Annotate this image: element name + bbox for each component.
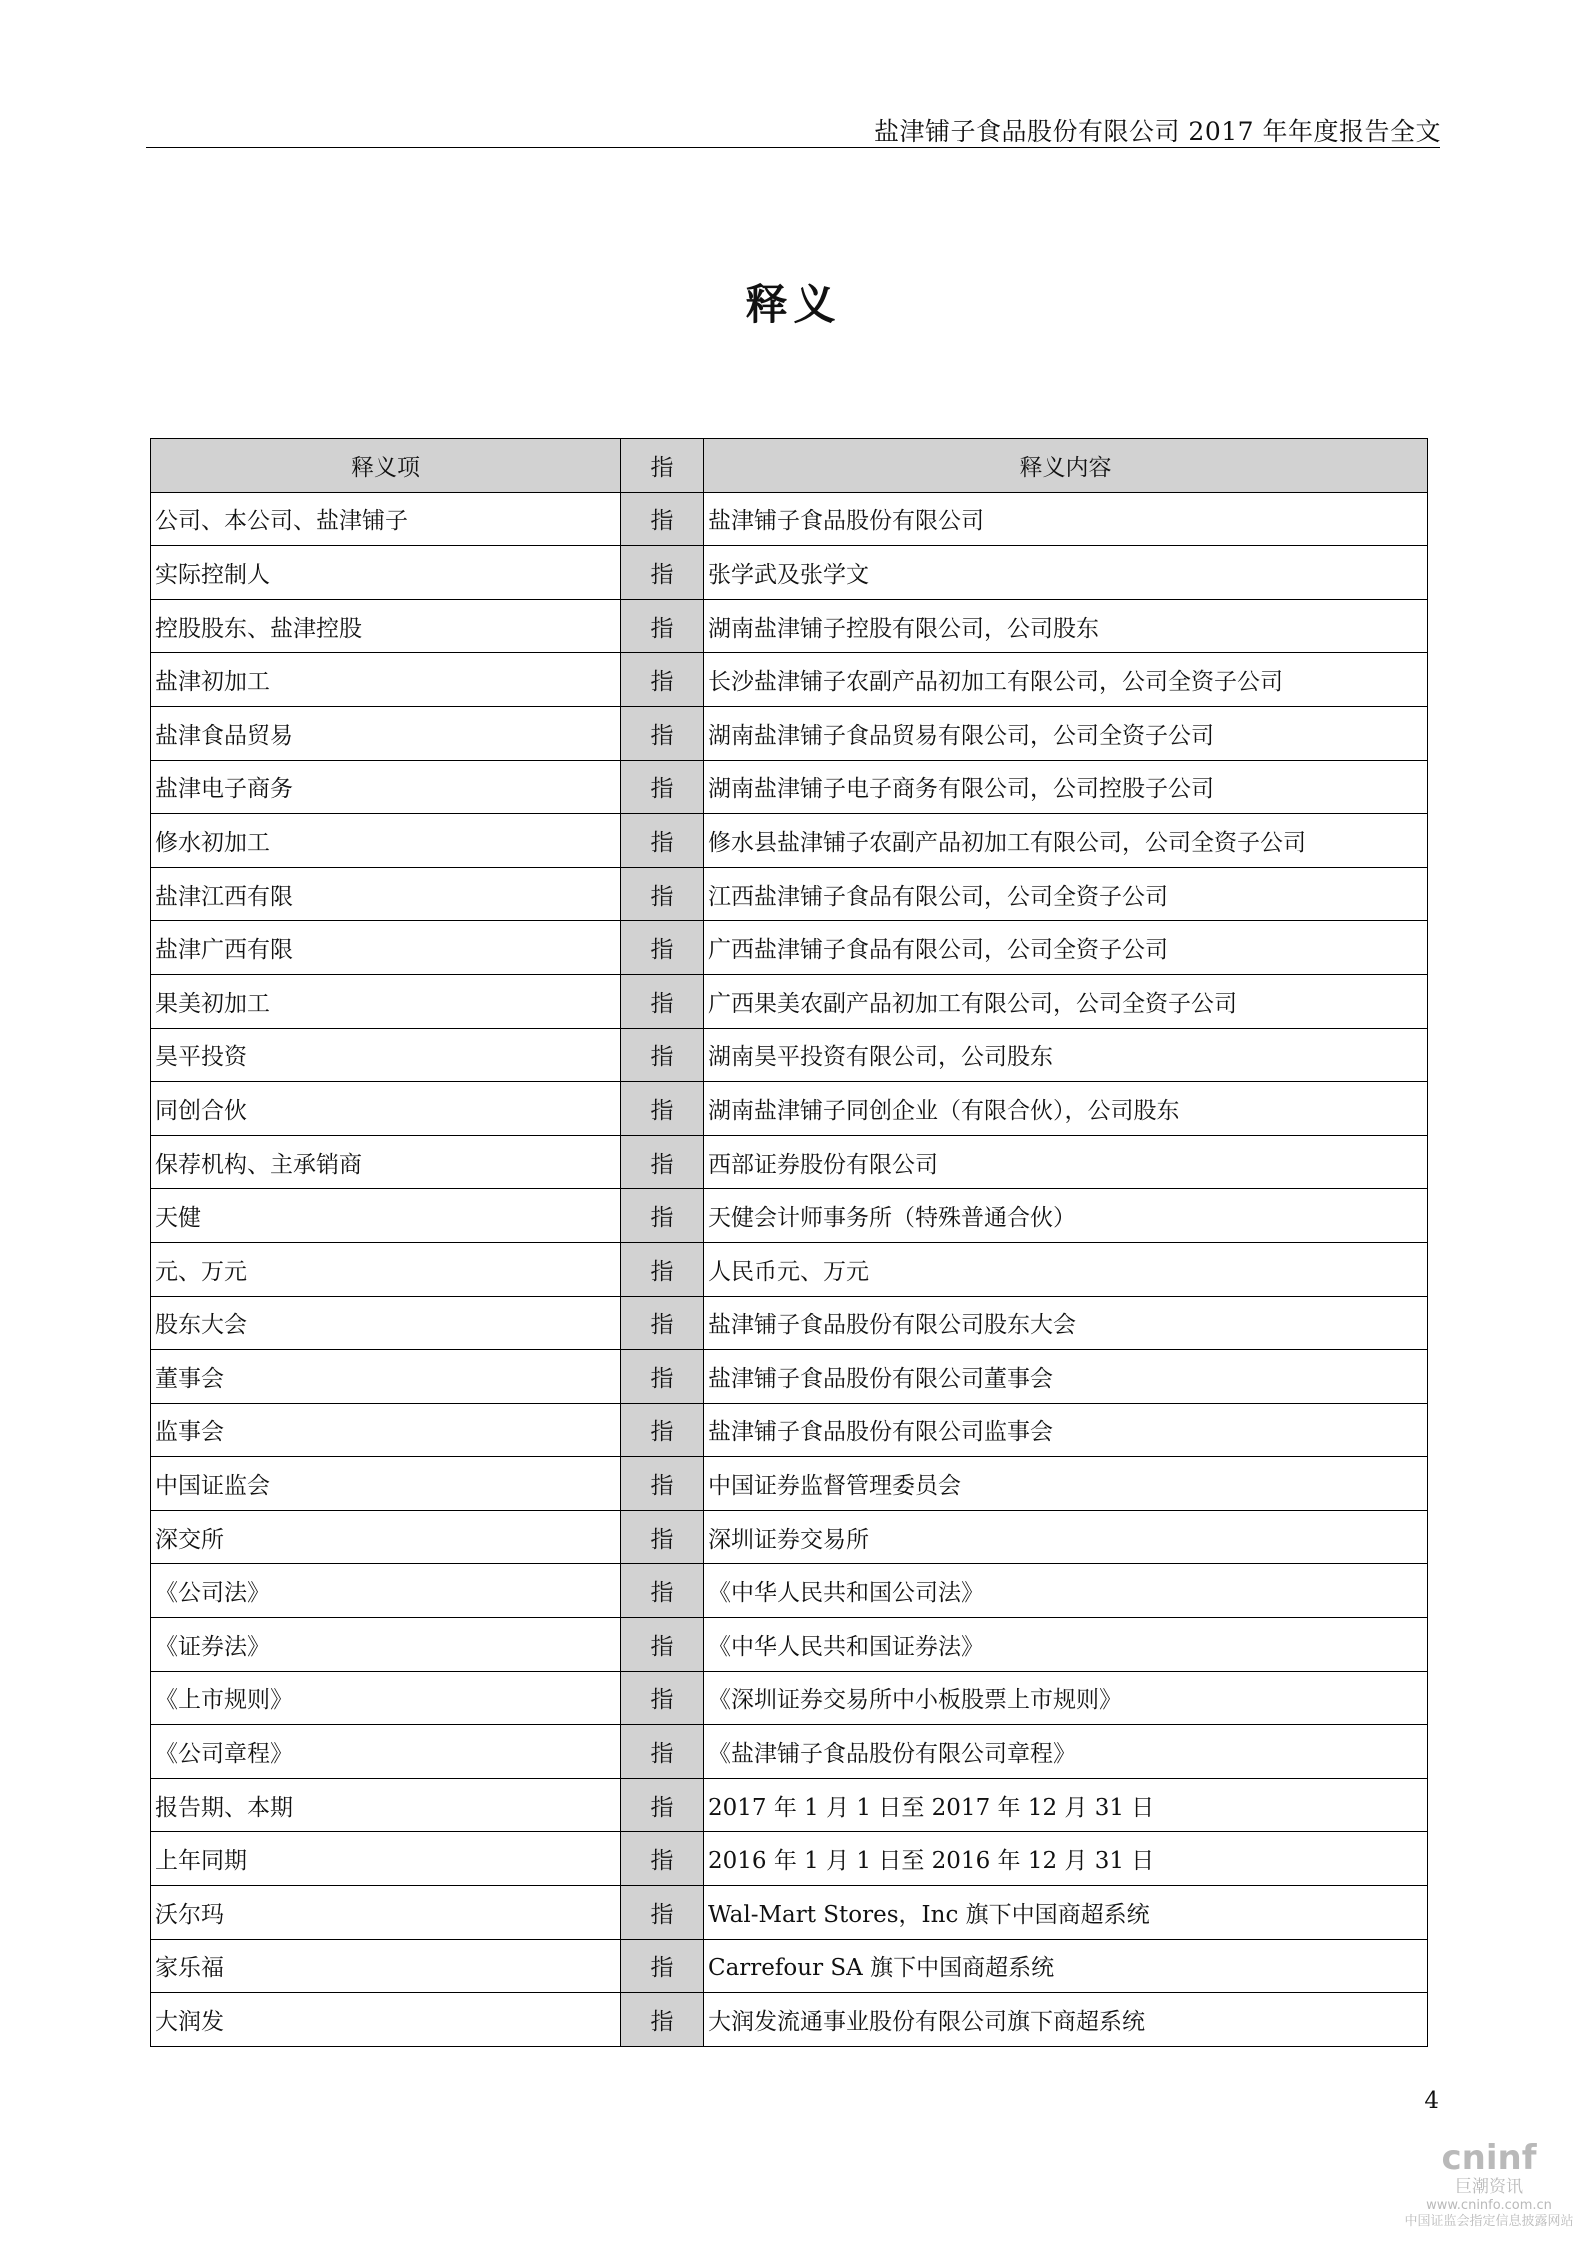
glossary-term-cell: 上年同期 <box>151 1832 621 1886</box>
glossary-term-cell: 同创合伙 <box>151 1082 621 1136</box>
glossary-ref-cell: 指 <box>621 492 704 546</box>
glossary-ref-cell: 指 <box>621 653 704 707</box>
glossary-definition-cell: 中国证券监督管理委员会 <box>704 1457 1428 1511</box>
glossary-definition-cell: 湖南盐津铺子食品贸易有限公司，公司全资子公司 <box>704 706 1428 760</box>
glossary-term-cell: 盐津食品贸易 <box>151 706 621 760</box>
table-row <box>151 1510 1428 1564</box>
glossary-definition-cell: 长沙盐津铺子农副产品初加工有限公司，公司全资子公司 <box>704 653 1428 707</box>
glossary-definition-cell: 修水县盐津铺子农副产品初加工有限公司，公司全资子公司 <box>704 814 1428 868</box>
glossary-term-cell: 《上市规则》 <box>151 1671 621 1725</box>
table-row <box>151 1296 1428 1350</box>
glossary-ref-cell: 指 <box>621 1886 704 1940</box>
glossary-term-cell: 天健 <box>151 1189 621 1243</box>
glossary-ref-cell: 指 <box>621 760 704 814</box>
table-row <box>151 1618 1428 1672</box>
glossary-definition-cell: 《中华人民共和国公司法》 <box>704 1564 1428 1618</box>
glossary-definition-cell: 湖南盐津铺子同创企业（有限合伙），公司股东 <box>704 1082 1428 1136</box>
table-row <box>151 1457 1428 1511</box>
glossary-term-cell: 果美初加工 <box>151 974 621 1028</box>
glossary-ref-cell: 指 <box>621 974 704 1028</box>
column-header-ref: 指 <box>621 439 704 493</box>
glossary-table <box>150 438 1428 2047</box>
glossary-term-cell: 《证券法》 <box>151 1618 621 1672</box>
table-row <box>151 1725 1428 1779</box>
glossary-definition-cell: 盐津铺子食品股份有限公司股东大会 <box>704 1296 1428 1350</box>
glossary-ref-cell: 指 <box>621 706 704 760</box>
glossary-ref-cell: 指 <box>621 1939 704 1993</box>
glossary-body <box>151 492 1428 2046</box>
glossary-definition-cell: Wal-Mart Stores，Inc 旗下中国商超系统 <box>704 1886 1428 1940</box>
table-row <box>151 546 1428 600</box>
glossary-term-cell: 昊平投资 <box>151 1028 621 1082</box>
glossary-term-cell: 控股股东、盐津控股 <box>151 599 621 653</box>
cninfo-logo: cninf <box>1441 2138 1537 2178</box>
glossary-term-cell: 修水初加工 <box>151 814 621 868</box>
table-row <box>151 1564 1428 1618</box>
glossary-ref-cell: 指 <box>621 867 704 921</box>
glossary-term-cell: 盐津电子商务 <box>151 760 621 814</box>
glossary-ref-cell: 指 <box>621 921 704 975</box>
glossary-term-cell: 元、万元 <box>151 1242 621 1296</box>
glossary-term-cell: 中国证监会 <box>151 1457 621 1511</box>
table-row <box>151 653 1428 707</box>
page-number: 4 <box>1424 2088 1439 2114</box>
glossary-ref-cell: 指 <box>621 1242 704 1296</box>
glossary-definition-cell: 《中华人民共和国证券法》 <box>704 1618 1428 1672</box>
glossary-definition-cell: 天健会计师事务所（特殊普通合伙） <box>704 1189 1428 1243</box>
glossary-definition-cell: 《盐津铺子食品股份有限公司章程》 <box>704 1725 1428 1779</box>
table-row <box>151 706 1428 760</box>
glossary-ref-cell: 指 <box>621 1189 704 1243</box>
glossary-ref-cell: 指 <box>621 1403 704 1457</box>
table-row <box>151 1886 1428 1940</box>
glossary-term-cell: 《公司法》 <box>151 1564 621 1618</box>
glossary-term-cell: 实际控制人 <box>151 546 621 600</box>
glossary-term-cell: 报告期、本期 <box>151 1778 621 1832</box>
glossary-term-cell: 大润发 <box>151 1993 621 2047</box>
column-header-term: 释义项 <box>151 439 621 493</box>
glossary-definition-cell: Carrefour SA 旗下中国商超系统 <box>704 1939 1428 1993</box>
glossary-ref-cell: 指 <box>621 814 704 868</box>
glossary-ref-cell: 指 <box>621 1993 704 2047</box>
cninfo-watermark <box>1394 2140 1584 2240</box>
glossary-definition-cell: 2016 年 1 月 1 日至 2016 年 12 月 31 日 <box>704 1832 1428 1886</box>
page-title: 释义 <box>745 280 842 329</box>
glossary-term-cell: 保荐机构、主承销商 <box>151 1135 621 1189</box>
glossary-term-cell: 家乐福 <box>151 1939 621 1993</box>
glossary-definition-cell: 盐津铺子食品股份有限公司 <box>704 492 1428 546</box>
glossary-ref-cell: 指 <box>621 1671 704 1725</box>
table-row <box>151 1671 1428 1725</box>
glossary-term-cell: 深交所 <box>151 1510 621 1564</box>
glossary-term-cell: 盐津江西有限 <box>151 867 621 921</box>
glossary-ref-cell: 指 <box>621 1082 704 1136</box>
table-row <box>151 1242 1428 1296</box>
table-row <box>151 1135 1428 1189</box>
glossary-definition-cell: 张学武及张学文 <box>704 546 1428 600</box>
glossary-term-cell: 沃尔玛 <box>151 1886 621 1940</box>
glossary-definition-cell: 广西果美农副产品初加工有限公司，公司全资子公司 <box>704 974 1428 1028</box>
glossary-term-cell: 董事会 <box>151 1350 621 1404</box>
header-divider <box>146 147 1440 148</box>
glossary-ref-cell: 指 <box>621 1028 704 1082</box>
glossary-term-cell: 《公司章程》 <box>151 1725 621 1779</box>
glossary-ref-cell: 指 <box>621 1296 704 1350</box>
glossary-definition-cell: 人民币元、万元 <box>704 1242 1428 1296</box>
table-row <box>151 760 1428 814</box>
table-row <box>151 867 1428 921</box>
table-row <box>151 492 1428 546</box>
glossary-definition-cell: 盐津铺子食品股份有限公司监事会 <box>704 1403 1428 1457</box>
table-row <box>151 1993 1428 2047</box>
report-header-title: 盐津铺子食品股份有限公司 2017 年年度报告全文 <box>873 117 1441 146</box>
column-header-definition: 释义内容 <box>704 439 1428 493</box>
glossary-definition-cell: 湖南昊平投资有限公司，公司股东 <box>704 1028 1428 1082</box>
glossary-ref-cell: 指 <box>621 1832 704 1886</box>
glossary-definition-cell: 西部证券股份有限公司 <box>704 1135 1428 1189</box>
table-row <box>151 1403 1428 1457</box>
cninfo-url: www.cninfo.com.cn <box>1426 2198 1552 2213</box>
table-row <box>151 1082 1428 1136</box>
table-row <box>151 1939 1428 1993</box>
glossary-header-row <box>151 439 1428 493</box>
table-row <box>151 921 1428 975</box>
glossary-definition-cell: 湖南盐津铺子电子商务有限公司，公司控股子公司 <box>704 760 1428 814</box>
glossary-ref-cell: 指 <box>621 1510 704 1564</box>
glossary-ref-cell: 指 <box>621 1457 704 1511</box>
cninfo-description: 中国证监会指定信息披露网站 <box>1404 2214 1574 2229</box>
glossary-definition-cell: 2017 年 1 月 1 日至 2017 年 12 月 31 日 <box>704 1778 1428 1832</box>
table-row <box>151 1832 1428 1886</box>
glossary-ref-cell: 指 <box>621 1135 704 1189</box>
table-row <box>151 1189 1428 1243</box>
table-row <box>151 599 1428 653</box>
glossary-term-cell: 监事会 <box>151 1403 621 1457</box>
glossary-definition-cell: 《深圳证券交易所中小板股票上市规则》 <box>704 1671 1428 1725</box>
table-row <box>151 1778 1428 1832</box>
glossary-definition-cell: 深圳证券交易所 <box>704 1510 1428 1564</box>
table-row <box>151 974 1428 1028</box>
glossary-definition-cell: 大润发流通事业股份有限公司旗下商超系统 <box>704 1993 1428 2047</box>
glossary-ref-cell: 指 <box>621 1350 704 1404</box>
table-row <box>151 814 1428 868</box>
glossary-definition-cell: 江西盐津铺子食品有限公司，公司全资子公司 <box>704 867 1428 921</box>
glossary-ref-cell: 指 <box>621 546 704 600</box>
glossary-definition-cell: 广西盐津铺子食品有限公司，公司全资子公司 <box>704 921 1428 975</box>
glossary-ref-cell: 指 <box>621 1618 704 1672</box>
table-row <box>151 1028 1428 1082</box>
glossary-ref-cell: 指 <box>621 1778 704 1832</box>
cninfo-name: 巨潮资讯 <box>1455 2177 1523 2197</box>
glossary-term-cell: 公司、本公司、盐津铺子 <box>151 492 621 546</box>
glossary-term-cell: 盐津广西有限 <box>151 921 621 975</box>
glossary-term-cell: 股东大会 <box>151 1296 621 1350</box>
glossary-ref-cell: 指 <box>621 1725 704 1779</box>
glossary-ref-cell: 指 <box>621 599 704 653</box>
glossary-definition-cell: 盐津铺子食品股份有限公司董事会 <box>704 1350 1428 1404</box>
glossary-term-cell: 盐津初加工 <box>151 653 621 707</box>
glossary-definition-cell: 湖南盐津铺子控股有限公司，公司股东 <box>704 599 1428 653</box>
glossary-ref-cell: 指 <box>621 1564 704 1618</box>
table-row <box>151 1350 1428 1404</box>
